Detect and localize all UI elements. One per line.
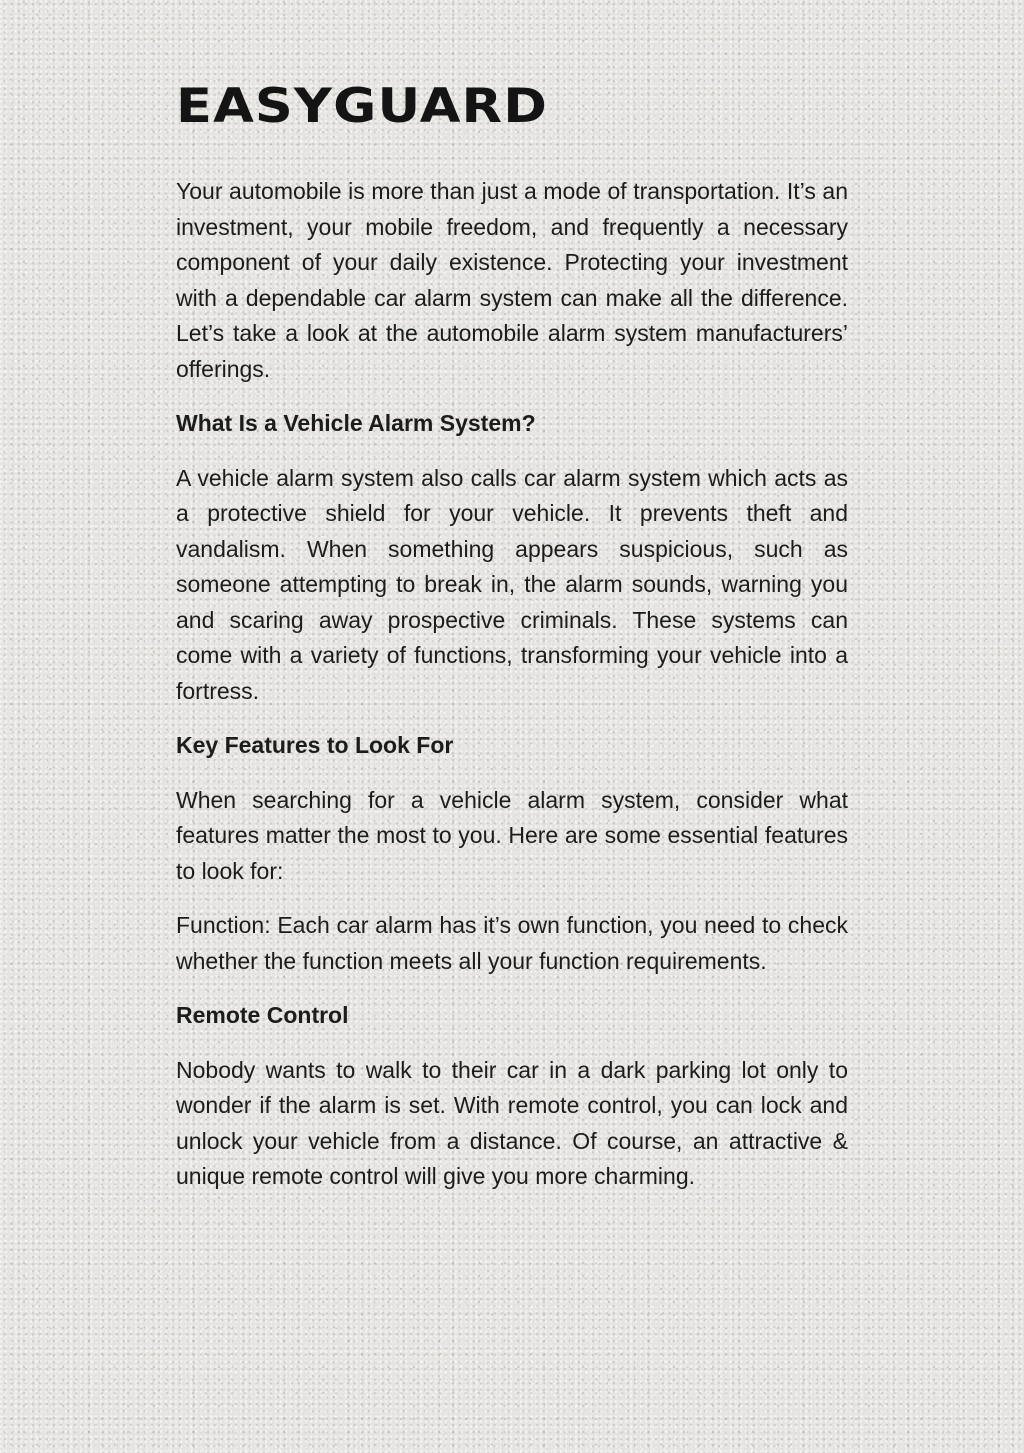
section-body-function: Function: Each car alarm has it’s own function, you need to check whether the function meets all your function requirements.	[176, 912, 848, 974]
section-body-remote-control: Nobody wants to walk to their car in a dark parking lot only to wonder if the alarm is set. With remote control, you can lock and unlock your vehicle from a distance. Of course, an attractive & unique remote control will give you more charming.	[176, 1056, 848, 1189]
section-body-key-features: When searching for a vehicle alarm system, consider what features matter the most to you. Here are some essential features to look for:	[176, 786, 848, 884]
easyguard-logo	[176, 82, 550, 126]
logo-wordmark: EASYGUARD	[176, 82, 548, 126]
section-body-vehicle-alarm: A vehicle alarm system also calls car alarm system which acts as a protective shield for your vehicle. It prevents theft and vandalism. When something appears suspicious, such as someone attempting to break in, the alarm sounds, warning you and scaring away prospective criminals. These systems can come with a variety of functions, transforming your vehicle into a fortress.	[176, 464, 848, 704]
article-body	[176, 174, 848, 1214]
section-heading-remote-control: Remote Control	[176, 1002, 349, 1028]
section-heading-vehicle-alarm: What Is a Vehicle Alarm System?	[176, 410, 536, 436]
intro-paragraph: Your automobile is more than just a mode of transportation. It’s an investment, your mobile freedom, and frequently a necessary component of your daily existence. Protecting your investment with a dependable car alarm system can make all the difference. Let’s take a look at the automobile alarm system manufacturers’ offerings.	[176, 178, 848, 382]
section-heading-key-features: Key Features to Look For	[176, 732, 454, 758]
